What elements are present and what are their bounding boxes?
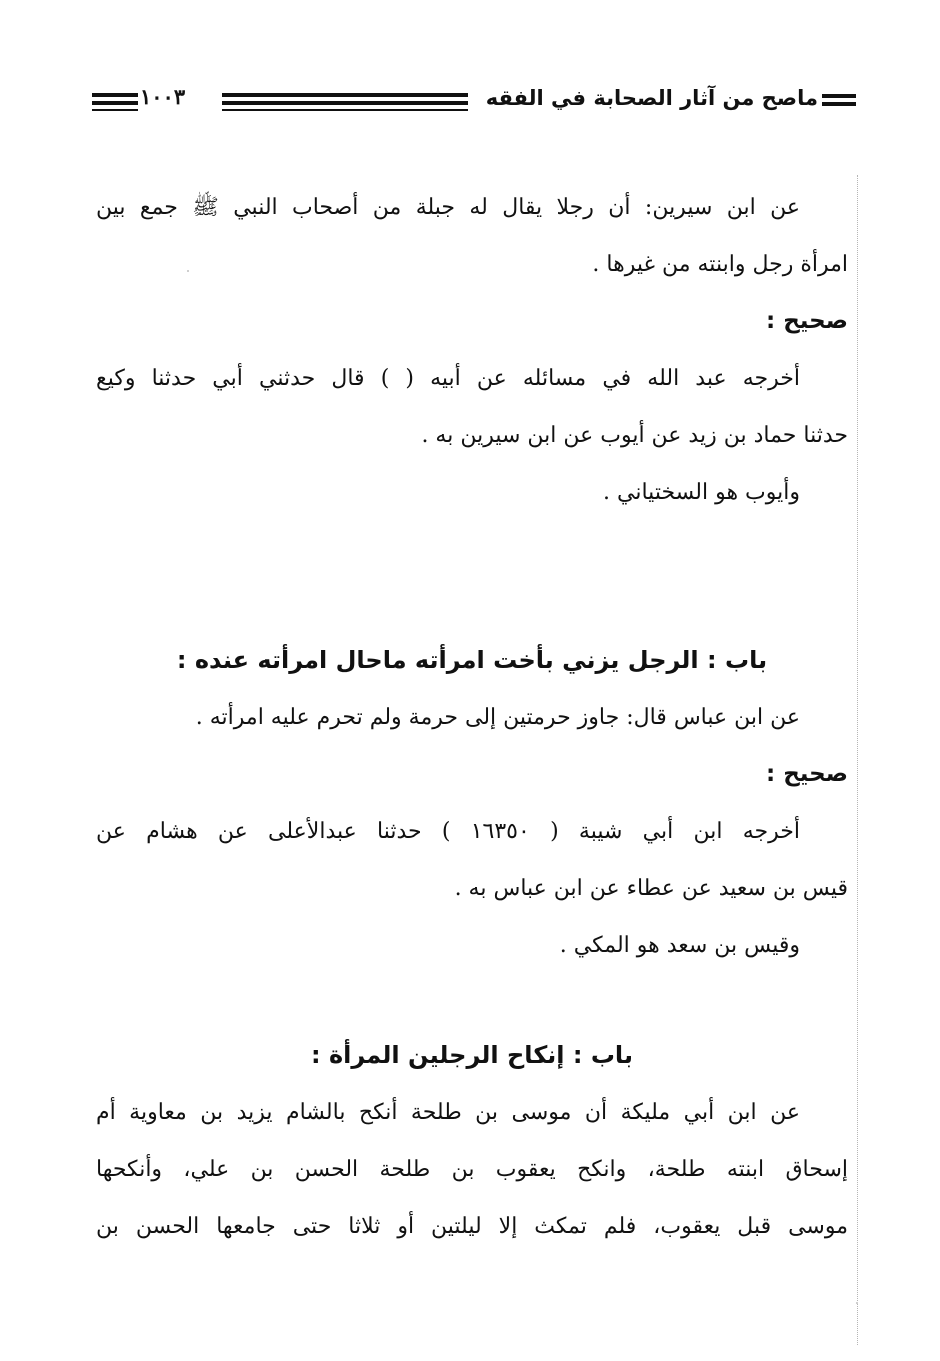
narration-line: عن ابن سيرين: أن رجلا يقال له جبلة من أصحاب النبي ﷺ جمع بين xyxy=(96,195,800,220)
verdict-label: صحيح : xyxy=(766,308,848,334)
hadith-block-1 xyxy=(96,179,848,521)
narration-line: امرأة رجل وابنته من غيرها . xyxy=(592,252,848,277)
header-rule-left xyxy=(92,93,138,97)
source-line: أخرجه ابن أبي شيبة ( ١٦٣٥٠ ) حدثنا عبدالأعلى عن هشام عن xyxy=(96,819,800,844)
header-rule-middle xyxy=(222,93,468,97)
narration-line: عن ابن أبي مليكة أن موسى بن طلحة أنكح بالشام يزيد بن معاوية أم xyxy=(96,1100,800,1125)
running-title: ماصح من آثار الصحابة في الفقه xyxy=(482,86,822,110)
margin-dotted-line xyxy=(857,175,858,1345)
narration-line: عن ابن عباس قال: جاوز حرمتين إلى حرمة ولم تحرم عليه امرأته . xyxy=(195,705,800,730)
page-number: ١٠٠٣ xyxy=(140,84,186,109)
chapter-heading: باب : الرجل يزني بأخت امرأته ماحال امرأته عنده : xyxy=(176,646,768,674)
header-rule-middle xyxy=(222,109,468,111)
source-line: حدثنا حماد بن زيد عن أيوب عن ابن سيرين به . xyxy=(421,423,848,448)
verdict-label: صحيح : xyxy=(766,761,848,787)
hadith-block-3 xyxy=(96,1084,848,1255)
scan-speck xyxy=(856,1302,858,1304)
narrator-note: وأيوب هو السختياني . xyxy=(603,480,800,505)
narration-line: موسى قبل يعقوب، فلم تمكث إلا ليلتين أو ثلاثا حتى جامعها الحسن بن xyxy=(96,1214,848,1239)
header-rule-left xyxy=(92,101,138,105)
narration-line: إسحاق ابنته طلحة، وانكح يعقوب بن طلحة الحسن بن علي، وأنكحها xyxy=(96,1157,848,1182)
header-rule-left xyxy=(92,109,138,111)
chapter-heading: باب : إنكاح الرجلين المرأة : xyxy=(311,1041,633,1069)
narrator-note: وقيس بن سعد هو المكي . xyxy=(559,933,800,958)
header-rule-middle xyxy=(222,101,468,105)
hadith-block-2 xyxy=(96,689,848,974)
source-line: قيس بن سعيد عن عطاء عن ابن عباس به . xyxy=(454,876,848,901)
source-line: أخرجه عبد الله في مسائله عن أبيه ( ) قال حدثني أبي حدثنا وكيع xyxy=(96,366,800,391)
running-header xyxy=(92,82,856,122)
